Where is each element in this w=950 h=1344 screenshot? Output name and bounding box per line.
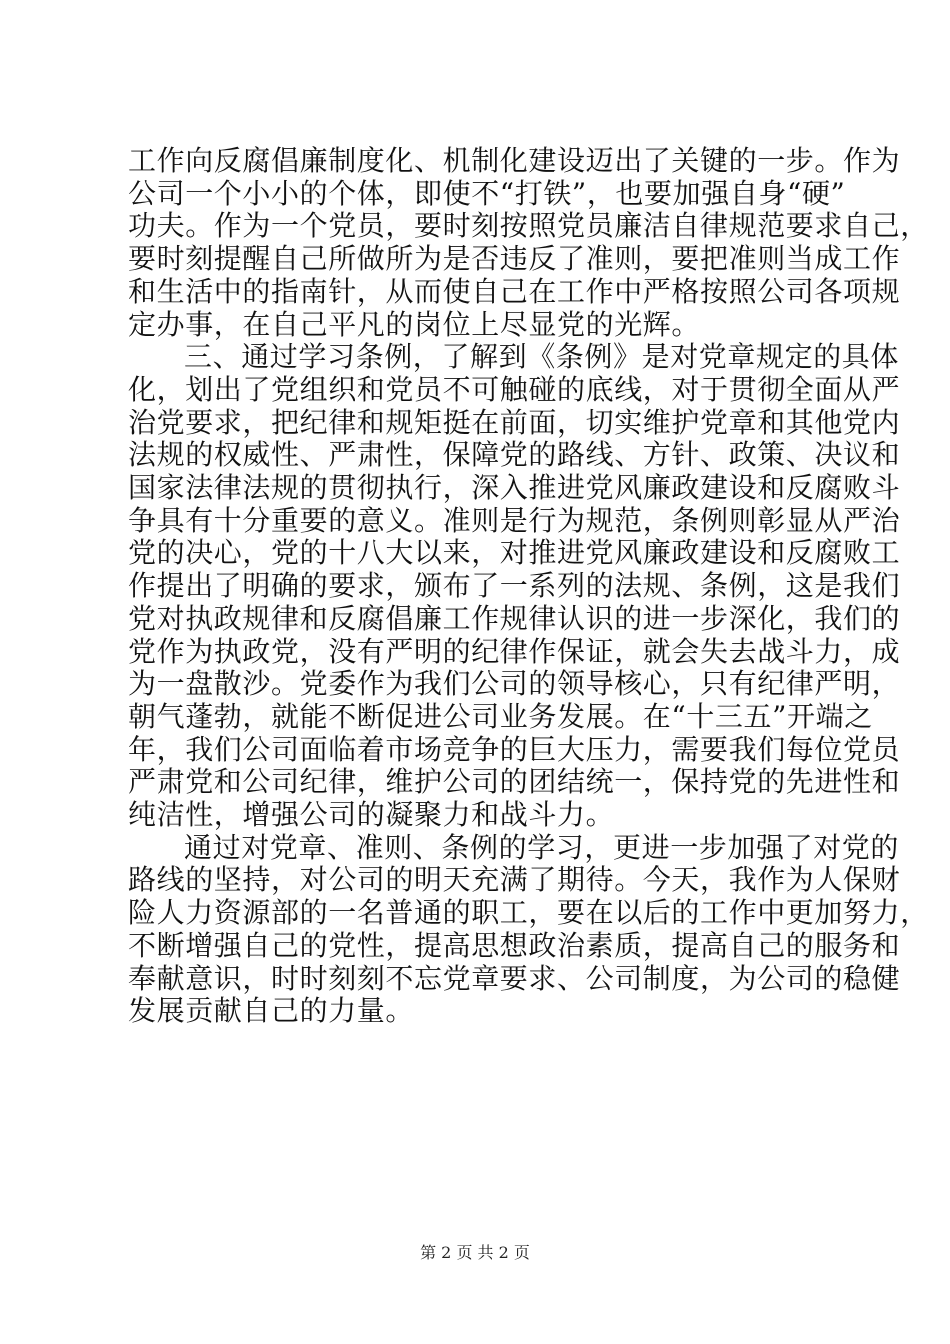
text-line: 为一盘散沙。党委作为我们公司的领导核心，只有纪律严明， [128,667,901,701]
text-line: 工作向反腐倡廉制度化、机制化建设迈出了关键的一步。作为 [128,144,901,177]
text-line: 和生活中的指南针，从而使自己在工作中严格按照公司各项规 [128,274,901,308]
text-line: 纯洁性，增强公司的凝聚力和战斗力。 [128,798,615,832]
text-line: 朝气蓬勃，就能不断促进公司业务发展。在“十三五”开端之 [128,699,873,733]
text-line: 严肃党和公司纪律，维护公司的团结统一，保持党的先进性和 [128,765,901,799]
text-line: 路线的坚持，对公司的明天充满了期待。今天，我作为人保财 [128,863,901,897]
text-line: 化，划出了党组织和党员不可触碰的底线，对于贯彻全面从严 [128,372,901,406]
text-line: 党的决心，党的十八大以来，对推进党风廉政建设和反腐败工 [128,536,901,570]
text-line: 作提出了明确的要求，颁布了一系列的法规、条例，这是我们 [128,569,901,603]
text-line: 通过对党章、准则、条例的学习，更进一步加强了对党的 [184,830,900,864]
page-footer [0,1243,950,1263]
text-line: 要时刻提醒自己所做所为是否违反了准则，要把准则当成工作 [128,242,901,276]
text-line: 险人力资源部的一名普通的职工，要在以后的工作中更加努力， [128,896,929,930]
document-body [128,144,929,1028]
paragraph [128,144,929,341]
text-line: 争具有十分重要的意义。准则是行为规范，条例则彰显从严治 [128,503,901,537]
text-line: 年，我们公司面临着市场竞争的巨大压力，需要我们每位党员 [128,732,901,766]
text-line: 定办事，在自己平凡的岗位上尽显党的光辉。 [128,307,701,341]
paragraph [128,340,901,832]
text-line: 发展贡献自己的力量。 [128,994,415,1028]
text-line: 功夫。作为一个党员，要时刻按照党员廉洁自律规范要求自己， [128,209,929,243]
paragraph [128,830,929,1028]
text-line: 党对执政规律和反腐倡廉工作规律认识的进一步深化，我们的 [128,601,901,635]
text-line: 国家法律法规的贯彻执行，深入推进党风廉政建设和反腐败斗 [128,471,901,505]
text-line: 党作为执政党，没有严明的纪律作保证，就会失去战斗力，成 [128,634,901,668]
text-line: 公司一个小小的个体，即使不“打铁”，也要加强自身“硬” [128,176,846,210]
page-number: 第 2 页 共 2 页 [420,1243,530,1262]
text-line: 三、通过学习条例，了解到《条例》是对党章规定的具体 [184,340,900,374]
text-line: 奉献意识，时时刻刻不忘党章要求、公司制度，为公司的稳健 [128,961,901,995]
text-line: 治党要求，把纪律和规矩挺在前面，切实维护党章和其他党内 [128,405,901,439]
text-line: 法规的权威性、严肃性，保障党的路线、方针、政策、决议和 [128,438,901,472]
text-line: 不断增强自己的党性，提高思想政治素质，提高自己的服务和 [128,928,901,962]
